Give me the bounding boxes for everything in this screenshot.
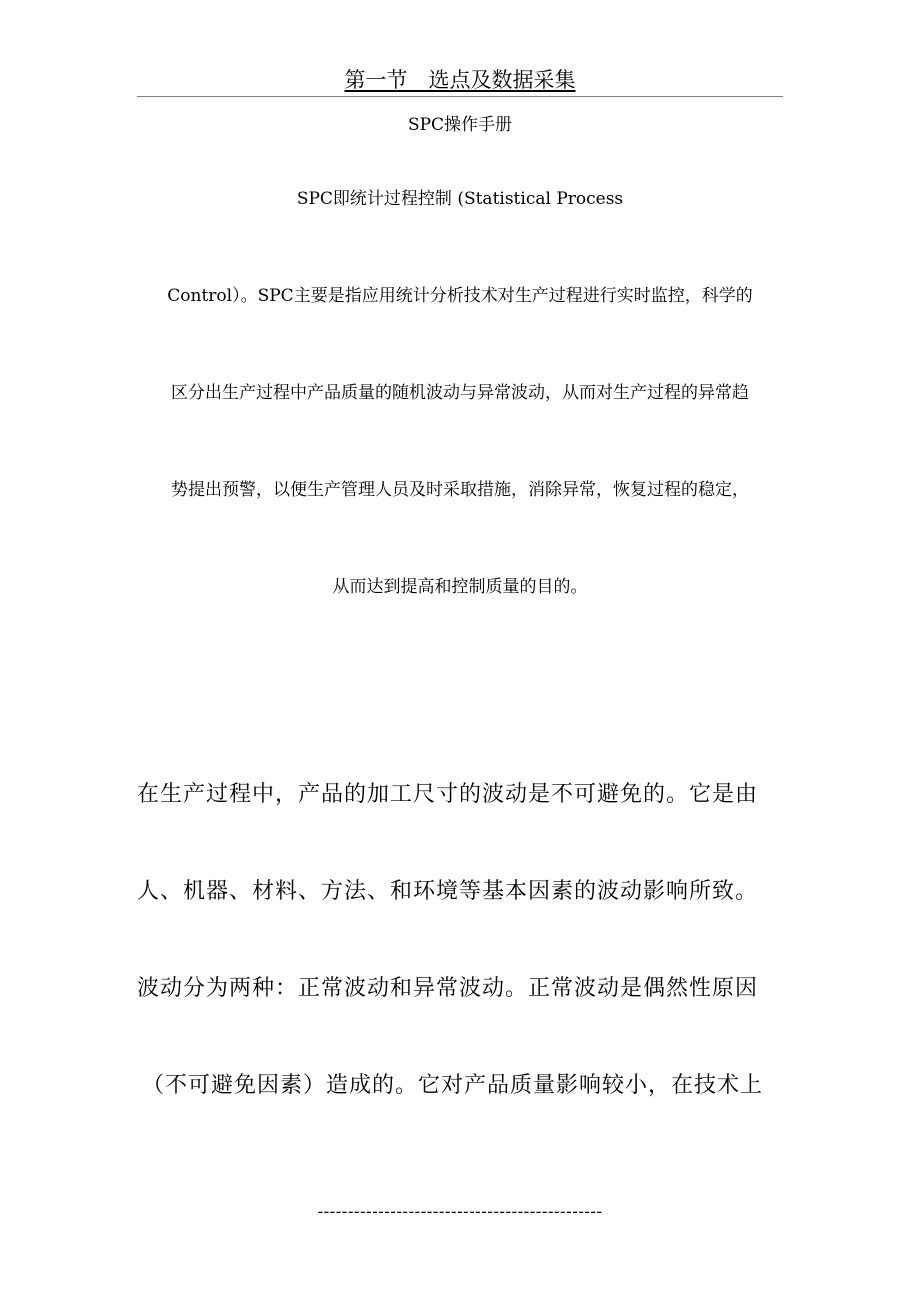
header-divider	[137, 96, 783, 97]
intro-line: SPC即统计过程控制 (Statistical Process	[296, 189, 624, 209]
body-line: 在生产过程中，产品的加工尺寸的波动是不可避免的。它是由	[137, 782, 759, 807]
document-title: SPC操作手册	[407, 115, 513, 135]
intro-line: 势提出预警，以便生产管理人员及时采取措施，消除异常，恢复过程的稳定，	[171, 480, 749, 500]
intro-line: Control）。SPC主要是指应用统计分析技术对生产过程进行实时监控，科学的	[167, 286, 753, 306]
body-paragraph	[137, 780, 783, 1168]
intro-paragraph	[137, 187, 783, 672]
footer-dashed-rule: -----------------------------------------------	[317, 1202, 603, 1221]
body-line: 人、机器、材料、方法、和环境等基本因素的波动影响所致。	[137, 879, 759, 904]
body-line: （不可避免因素）造成的。它对产品质量影响较小，在技术上	[142, 1073, 764, 1098]
intro-line: 从而达到提高和控制质量的目的。	[332, 577, 588, 597]
body-line: 波动分为两种：正常波动和异常波动。正常波动是偶然性原因	[137, 976, 759, 1001]
page-header-title: 第一节 选点及数据采集	[344, 68, 576, 92]
intro-line: 区分出生产过程中产品质量的随机波动与异常波动，从而对生产过程的异常趋	[171, 383, 749, 403]
